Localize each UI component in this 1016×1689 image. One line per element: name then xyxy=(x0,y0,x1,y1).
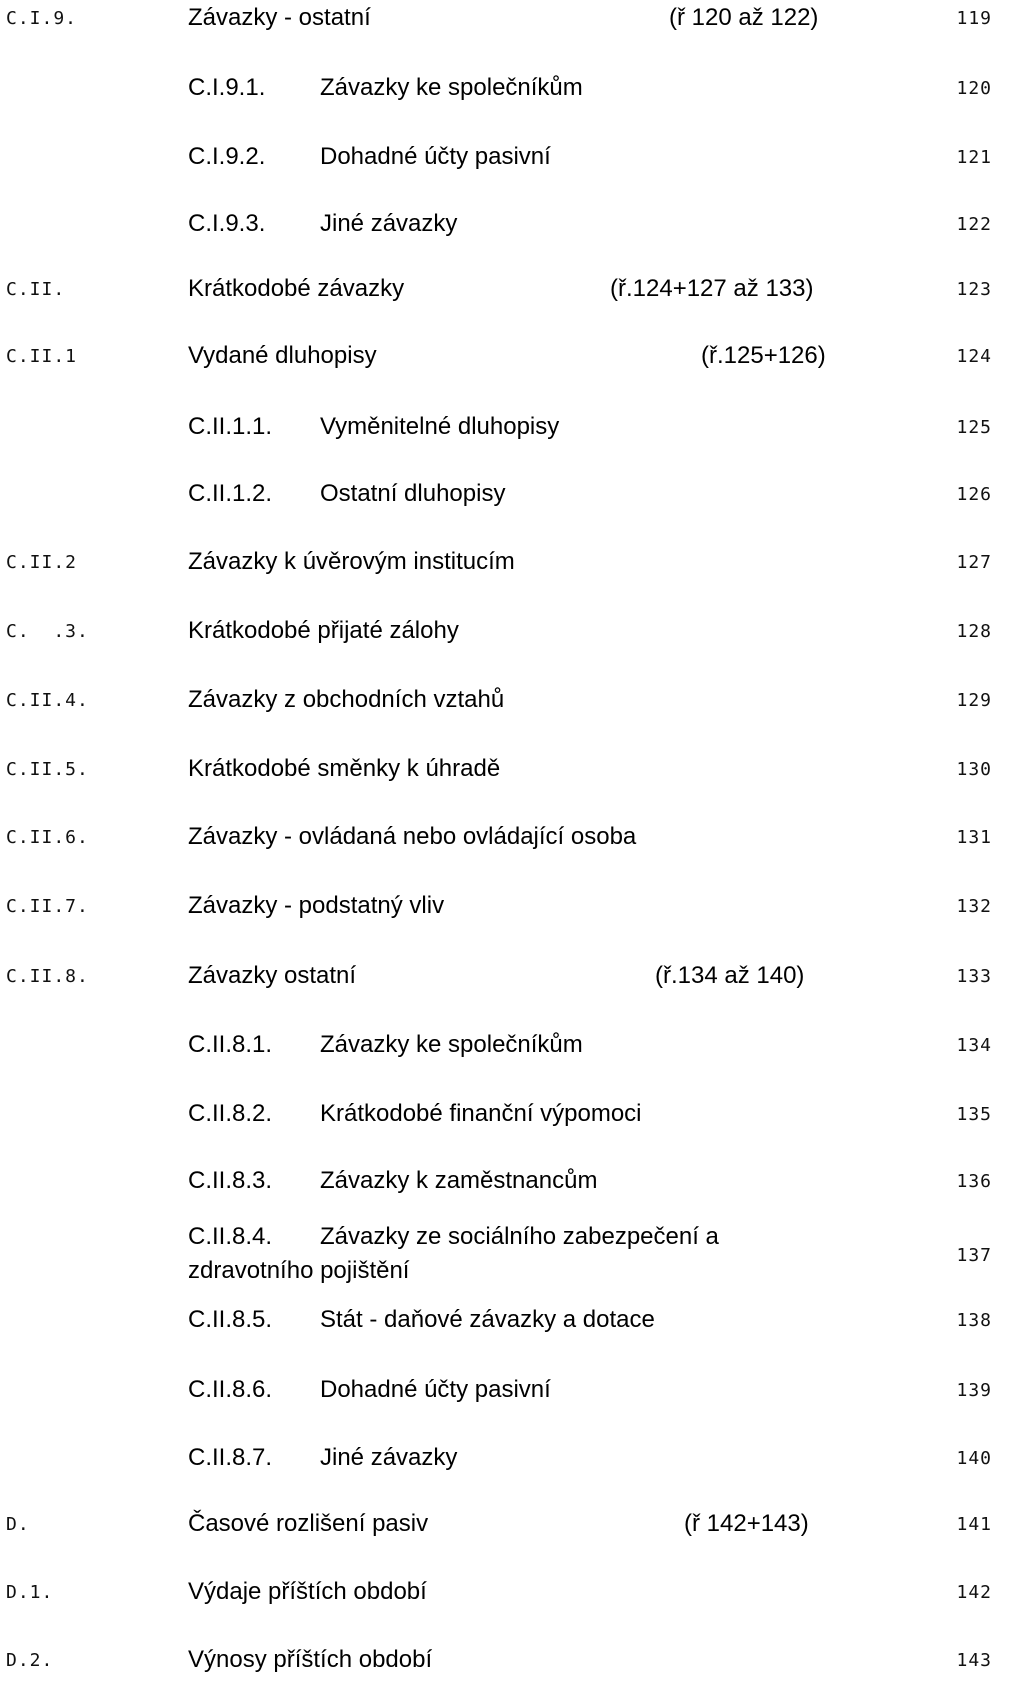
row-formula-note: (ř.125+126) xyxy=(701,342,826,369)
row-number: 136 xyxy=(956,1171,992,1192)
row-number: 142 xyxy=(956,1582,992,1603)
row-label: Závazky ke společníkům xyxy=(320,74,583,101)
row-label: Dohadné účty pasivní xyxy=(320,143,551,170)
row-number: 143 xyxy=(956,1650,992,1671)
row-number: 139 xyxy=(956,1380,992,1401)
row-formula-note: (ř 120 až 122) xyxy=(669,4,819,31)
row-label: Závazky - podstatný vliv xyxy=(188,892,445,919)
row-number: 140 xyxy=(956,1448,992,1469)
row-label: Vydané dluhopisy xyxy=(188,342,377,369)
row-subcode: C.II.8.5. xyxy=(188,1306,273,1333)
row-number: 137 xyxy=(956,1245,992,1266)
row-formula-note: (ř.124+127 až 133) xyxy=(610,275,814,302)
row-code: C.II.2 xyxy=(6,552,78,573)
row-number: 141 xyxy=(956,1514,992,1535)
row-number: 125 xyxy=(956,417,992,438)
row-code: C.II.1 xyxy=(6,346,78,367)
row-code: C.I.9. xyxy=(6,8,78,29)
row-label: Závazky - ovládaná nebo ovládající osoba xyxy=(188,823,637,850)
row-label: Závazky ostatní xyxy=(188,962,357,989)
row-number: 133 xyxy=(956,966,992,987)
row-subcode: C.II.8.6. xyxy=(188,1376,273,1403)
row-label: Závazky - ostatní xyxy=(188,4,371,31)
row-subcode: C.I.9.2. xyxy=(188,143,266,170)
row-label: Stát - daňové závazky a dotace xyxy=(320,1306,655,1333)
row-label: Vyměnitelné dluhopisy xyxy=(320,413,560,440)
row-subcode: C.II.1.1. xyxy=(188,413,273,440)
row-label-continuation: zdravotního pojištění xyxy=(188,1257,410,1284)
row-formula-note: (ř.134 až 140) xyxy=(655,962,805,989)
row-number: 123 xyxy=(956,279,992,300)
row-subcode: C.II.8.1. xyxy=(188,1031,273,1058)
row-label: Jiné závazky xyxy=(320,210,458,237)
row-label: Závazky z obchodních vztahů xyxy=(188,686,505,713)
row-code: C. .3. xyxy=(6,621,89,642)
row-label: Závazky ke společníkům xyxy=(320,1031,583,1058)
row-code: C.II.4. xyxy=(6,690,89,711)
row-formula-note: (ř 142+143) xyxy=(684,1510,809,1537)
row-number: 129 xyxy=(956,690,992,711)
row-code: C.II.5. xyxy=(6,759,89,780)
row-number: 126 xyxy=(956,484,992,505)
row-code: D.2. xyxy=(6,1650,54,1671)
row-number: 122 xyxy=(956,214,992,235)
row-number: 120 xyxy=(956,78,992,99)
row-subcode: C.II.8.4. xyxy=(188,1223,273,1250)
row-subcode: C.II.8.2. xyxy=(188,1100,273,1127)
row-subcode: C.II.8.7. xyxy=(188,1444,273,1471)
row-label: Jiné závazky xyxy=(320,1444,458,1471)
row-code: D.1. xyxy=(6,1582,54,1603)
row-subcode: C.I.9.1. xyxy=(188,74,266,101)
row-label: Dohadné účty pasivní xyxy=(320,1376,551,1403)
row-code: D. xyxy=(6,1514,30,1535)
row-number: 135 xyxy=(956,1104,992,1125)
row-label: Závazky k úvěrovým institucím xyxy=(188,548,515,575)
row-number: 128 xyxy=(956,621,992,642)
row-number: 132 xyxy=(956,896,992,917)
row-number: 134 xyxy=(956,1035,992,1056)
row-subcode: C.II.1.2. xyxy=(188,480,273,507)
row-label: Krátkodobé směnky k úhradě xyxy=(188,755,501,782)
row-subcode: C.I.9.3. xyxy=(188,210,266,237)
row-label: Výnosy příštích období xyxy=(188,1646,433,1673)
row-label: Ostatní dluhopisy xyxy=(320,480,506,507)
row-label: Výdaje příštích období xyxy=(188,1578,427,1605)
row-label: Krátkodobé přijaté zálohy xyxy=(188,617,459,644)
row-number: 131 xyxy=(956,827,992,848)
row-number: 124 xyxy=(956,346,992,367)
row-code: C.II. xyxy=(6,279,66,300)
row-number: 121 xyxy=(956,147,992,168)
row-code: C.II.6. xyxy=(6,827,89,848)
row-number: 130 xyxy=(956,759,992,780)
row-number: 138 xyxy=(956,1310,992,1331)
row-label: Závazky ze sociálního zabezpečení a xyxy=(320,1223,719,1250)
row-label: Časové rozlišení pasiv xyxy=(188,1510,429,1537)
row-number: 127 xyxy=(956,552,992,573)
row-subcode: C.II.8.3. xyxy=(188,1167,273,1194)
row-code: C.II.8. xyxy=(6,966,89,987)
row-number: 119 xyxy=(956,8,992,29)
row-code: C.II.7. xyxy=(6,896,89,917)
row-label: Krátkodobé finanční výpomoci xyxy=(320,1100,642,1127)
row-label: Závazky k zaměstnancům xyxy=(320,1167,598,1194)
row-label: Krátkodobé závazky xyxy=(188,275,405,302)
